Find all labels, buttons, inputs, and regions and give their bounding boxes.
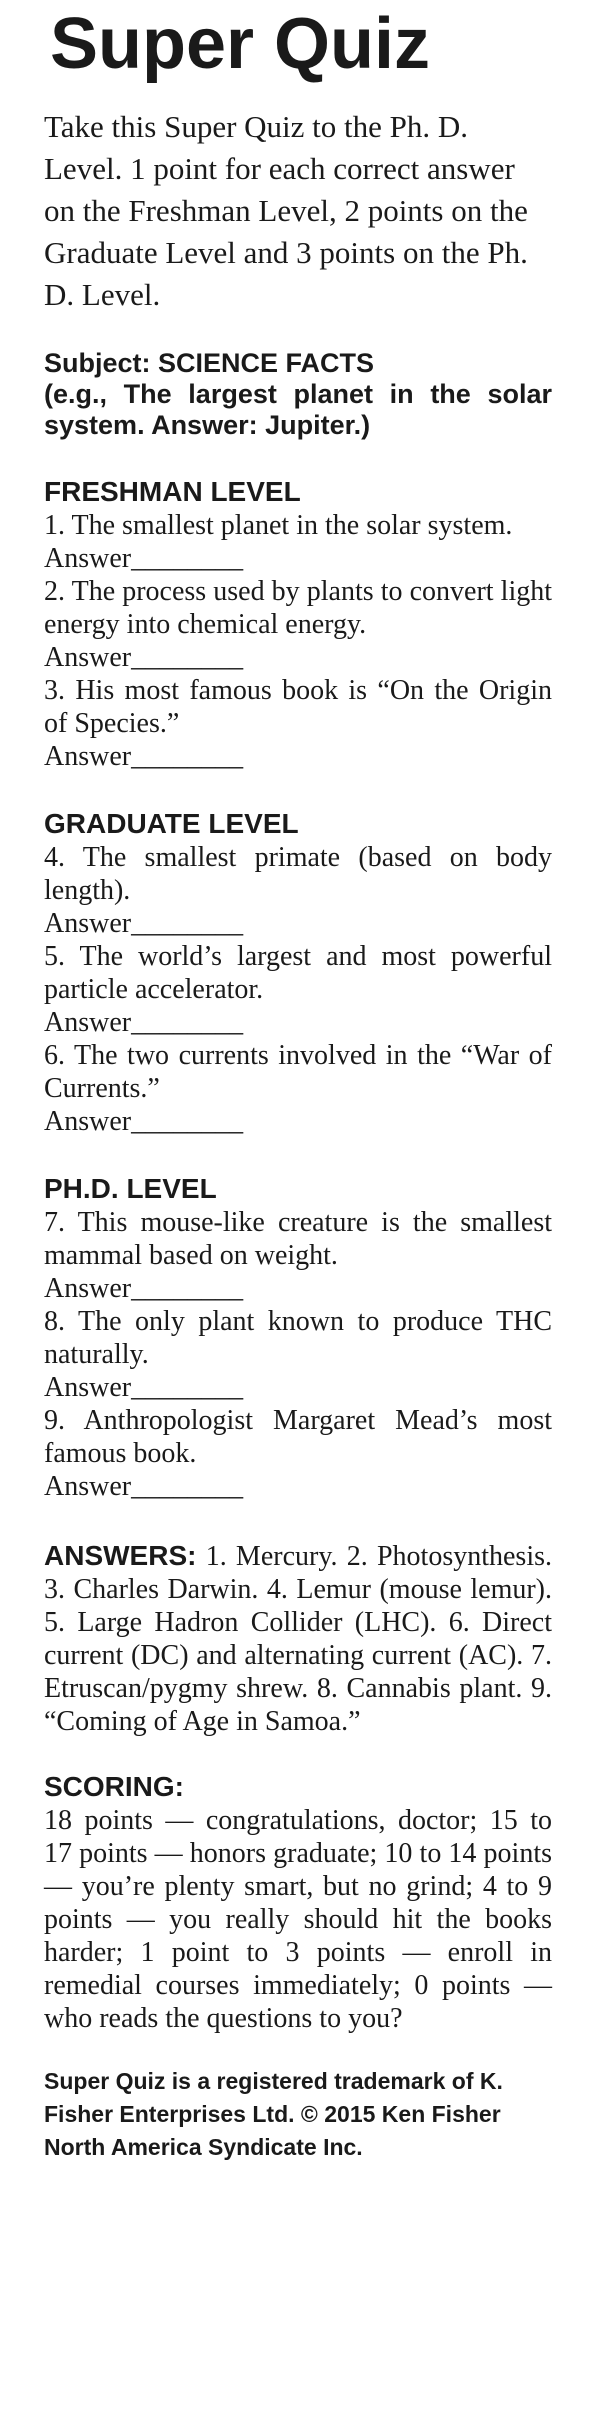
question-2: 2. The process used by plants to convert light energy into chemical energy. <box>44 576 552 640</box>
scoring-block <box>44 1770 552 2035</box>
subject-block <box>44 348 552 441</box>
section-graduate <box>44 807 552 1138</box>
question-7: 7. This mouse-like creature is the smallest mammal based on weight. <box>44 1207 552 1271</box>
answer-blank: Answer________ <box>44 1273 244 1304</box>
question-9: 9. Anthropologist Margaret Mead’s most famous book. <box>44 1405 552 1469</box>
quiz-column <box>44 0 552 2164</box>
question-5: 5. The world’s largest and most powerful particle accelerator. <box>44 941 552 1005</box>
answers-label: ANSWERS: <box>44 1540 197 1571</box>
answer-blank: Answer________ <box>44 543 244 574</box>
answer-blank: Answer________ <box>44 908 244 939</box>
answer-blank: Answer________ <box>44 642 244 673</box>
answer-blank: Answer________ <box>44 1372 244 1403</box>
question-6: 6. The two currents involved in the “War of Currents.” <box>44 1040 552 1104</box>
section-heading: GRADUATE LEVEL <box>44 808 299 839</box>
answer-blank: Answer________ <box>44 1471 244 1502</box>
answer-blank: Answer________ <box>44 1007 244 1038</box>
section-heading: FRESHMAN LEVEL <box>44 476 301 507</box>
question-3: 3. His most famous book is “On the Origin of Species.” <box>44 675 552 739</box>
answer-blank: Answer________ <box>44 741 244 772</box>
intro-text: Take this Super Quiz to the Ph. D. Level. 1 point for each correct answer on the Freshman Level, 2 points on the Graduate Level and 3 points on the Ph. D. Level. <box>44 109 528 312</box>
page-title: Super Quiz <box>50 4 431 84</box>
answers-block <box>44 1539 552 1738</box>
subject-line: Subject: SCIENCE FACTS <box>44 348 375 378</box>
scoring-label: SCORING: <box>44 1771 184 1802</box>
scoring-text: 18 points — congratulations, doctor; 15 to 17 points — honors graduate; 10 to 14 points — you’re plenty smart, but no grind; 4 to 9 points — you really should hit the books harder; 1 point to 3 points — enroll in remedial courses immediately; 0 points — who reads the questions to you? <box>44 1805 552 2034</box>
answers-text: 1. Mercury. 2. Photosynthesis. 3. Charles Darwin. 4. Lemur (mouse lemur). 5. Large Hadron Collider (LHC). 6. Direct current (DC) and alternating current (AC). 7. Etruscan/pygmy shrew. 8. Cannabis plant. 9. “Coming of Age in Samoa.” <box>44 1541 552 1737</box>
section-phd <box>44 1172 552 1503</box>
syndicate-line: North America Syndicate Inc. <box>44 2134 363 2160</box>
question-8: 8. The only plant known to produce THC naturally. <box>44 1306 552 1370</box>
question-1: 1. The smallest planet in the solar system. <box>44 510 513 541</box>
trademark-line: Super Quiz is a registered trademark of K. Fisher Enterprises Ltd. © 2015 Ken Fisher <box>44 2068 503 2127</box>
subject-example: (e.g., The largest planet in the solar system. Answer: Jupiter.) <box>44 379 552 440</box>
section-heading: PH.D. LEVEL <box>44 1173 217 1204</box>
answer-blank: Answer________ <box>44 1106 244 1137</box>
question-4: 4. The smallest primate (based on body length). <box>44 842 552 906</box>
section-freshman <box>44 475 552 773</box>
copyright-footer <box>44 2065 552 2164</box>
